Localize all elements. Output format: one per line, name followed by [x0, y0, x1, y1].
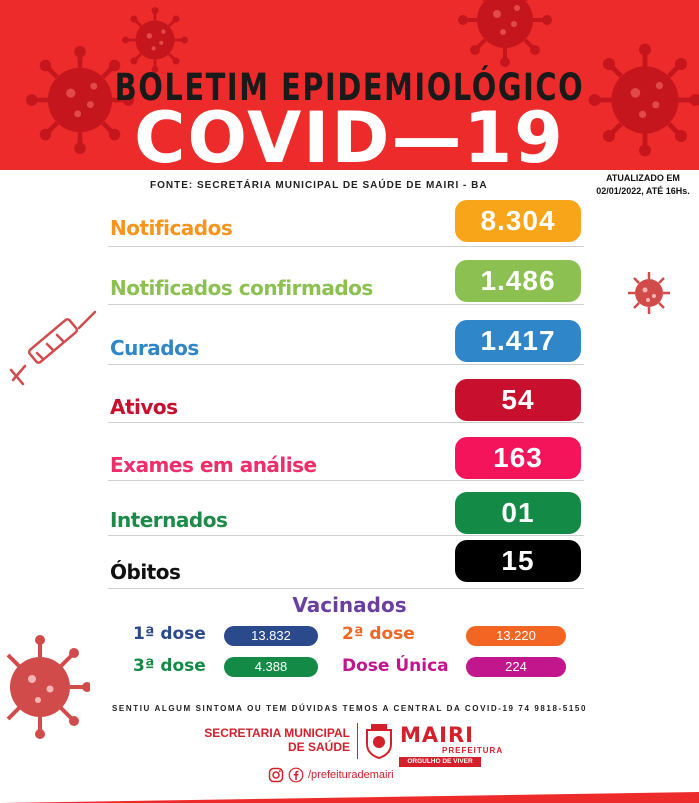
- source-text: FONTE: SECRETÁRIA MUNICIPAL DE SAÚDE DE MAIRI - BA: [150, 180, 488, 191]
- dose-label: 2ª dose: [342, 624, 415, 644]
- row-divider: [108, 422, 584, 423]
- dose-value: 13.220: [466, 626, 566, 646]
- row-divider: [108, 588, 584, 589]
- brand-name: MAIRI: [400, 723, 474, 747]
- stat-label: Exames em análise: [110, 453, 317, 477]
- crest-icon: [363, 722, 395, 760]
- stat-label: Curados: [110, 336, 199, 360]
- row-divider: [108, 480, 584, 481]
- page-title: BOLETIM EPIDEMIOLÓGICO: [114, 66, 585, 109]
- row-divider: [108, 364, 584, 365]
- row-divider: [108, 304, 584, 305]
- syringe-icon: [5, 308, 101, 393]
- updated-line1: ATUALIZADO EM: [606, 173, 680, 183]
- footer-divider: [357, 723, 358, 759]
- stat-value: 54: [455, 379, 581, 421]
- brand-sub: PREFEITURA: [442, 746, 504, 755]
- row-divider: [108, 246, 584, 247]
- stat-label: Notificados: [110, 216, 233, 240]
- row-divider: [108, 535, 584, 536]
- secretaria-text: [190, 726, 350, 754]
- updated-date: [588, 172, 698, 198]
- updated-line2: 02/01/2022, ATÉ 16Hs.: [596, 186, 690, 196]
- dose-label: 3ª dose: [133, 656, 206, 676]
- virus-small-icon: [624, 268, 674, 318]
- stat-value: 8.304: [455, 200, 581, 242]
- stat-value: 15: [455, 540, 581, 582]
- header-banner: [0, 0, 699, 170]
- social-handle[interactable]: /prefeiturademairi: [308, 769, 394, 781]
- virus-large-icon: [0, 632, 90, 742]
- stat-label: Óbitos: [110, 560, 181, 584]
- vaccinated-title: Vacinados: [292, 593, 407, 617]
- stat-label: Notificados confirmados: [110, 276, 373, 300]
- stat-value: 1.417: [455, 320, 581, 362]
- social-links: [268, 766, 394, 784]
- bottom-stripe: [0, 790, 699, 803]
- stat-label: Ativos: [110, 395, 178, 419]
- facebook-icon[interactable]: [288, 767, 304, 783]
- stat-value: 163: [455, 437, 581, 479]
- stat-value: 01: [455, 492, 581, 534]
- dose-label: Dose Única: [342, 656, 449, 676]
- contact-note: SENTIU ALGUM SINTOMA OU TEM DÚVIDAS TEMOS A CENTRAL DA COVID-19 74 9818-5150: [112, 704, 587, 713]
- dose-value: 224: [466, 657, 566, 677]
- secretaria-line2: DE SAÚDE: [287, 740, 350, 754]
- slogan: ORGULHO DE VIVER AQUI: [399, 757, 481, 767]
- dose-label: 1ª dose: [133, 624, 206, 644]
- stat-label: Internados: [110, 508, 228, 532]
- dose-value: 4.388: [224, 657, 318, 677]
- dose-value: 13.832: [224, 626, 318, 646]
- instagram-icon[interactable]: [268, 767, 284, 783]
- secretaria-line1: SECRETARIA MUNICIPAL: [204, 726, 350, 740]
- stat-value: 1.486: [455, 260, 581, 302]
- page-subtitle: COVID—19: [134, 97, 565, 170]
